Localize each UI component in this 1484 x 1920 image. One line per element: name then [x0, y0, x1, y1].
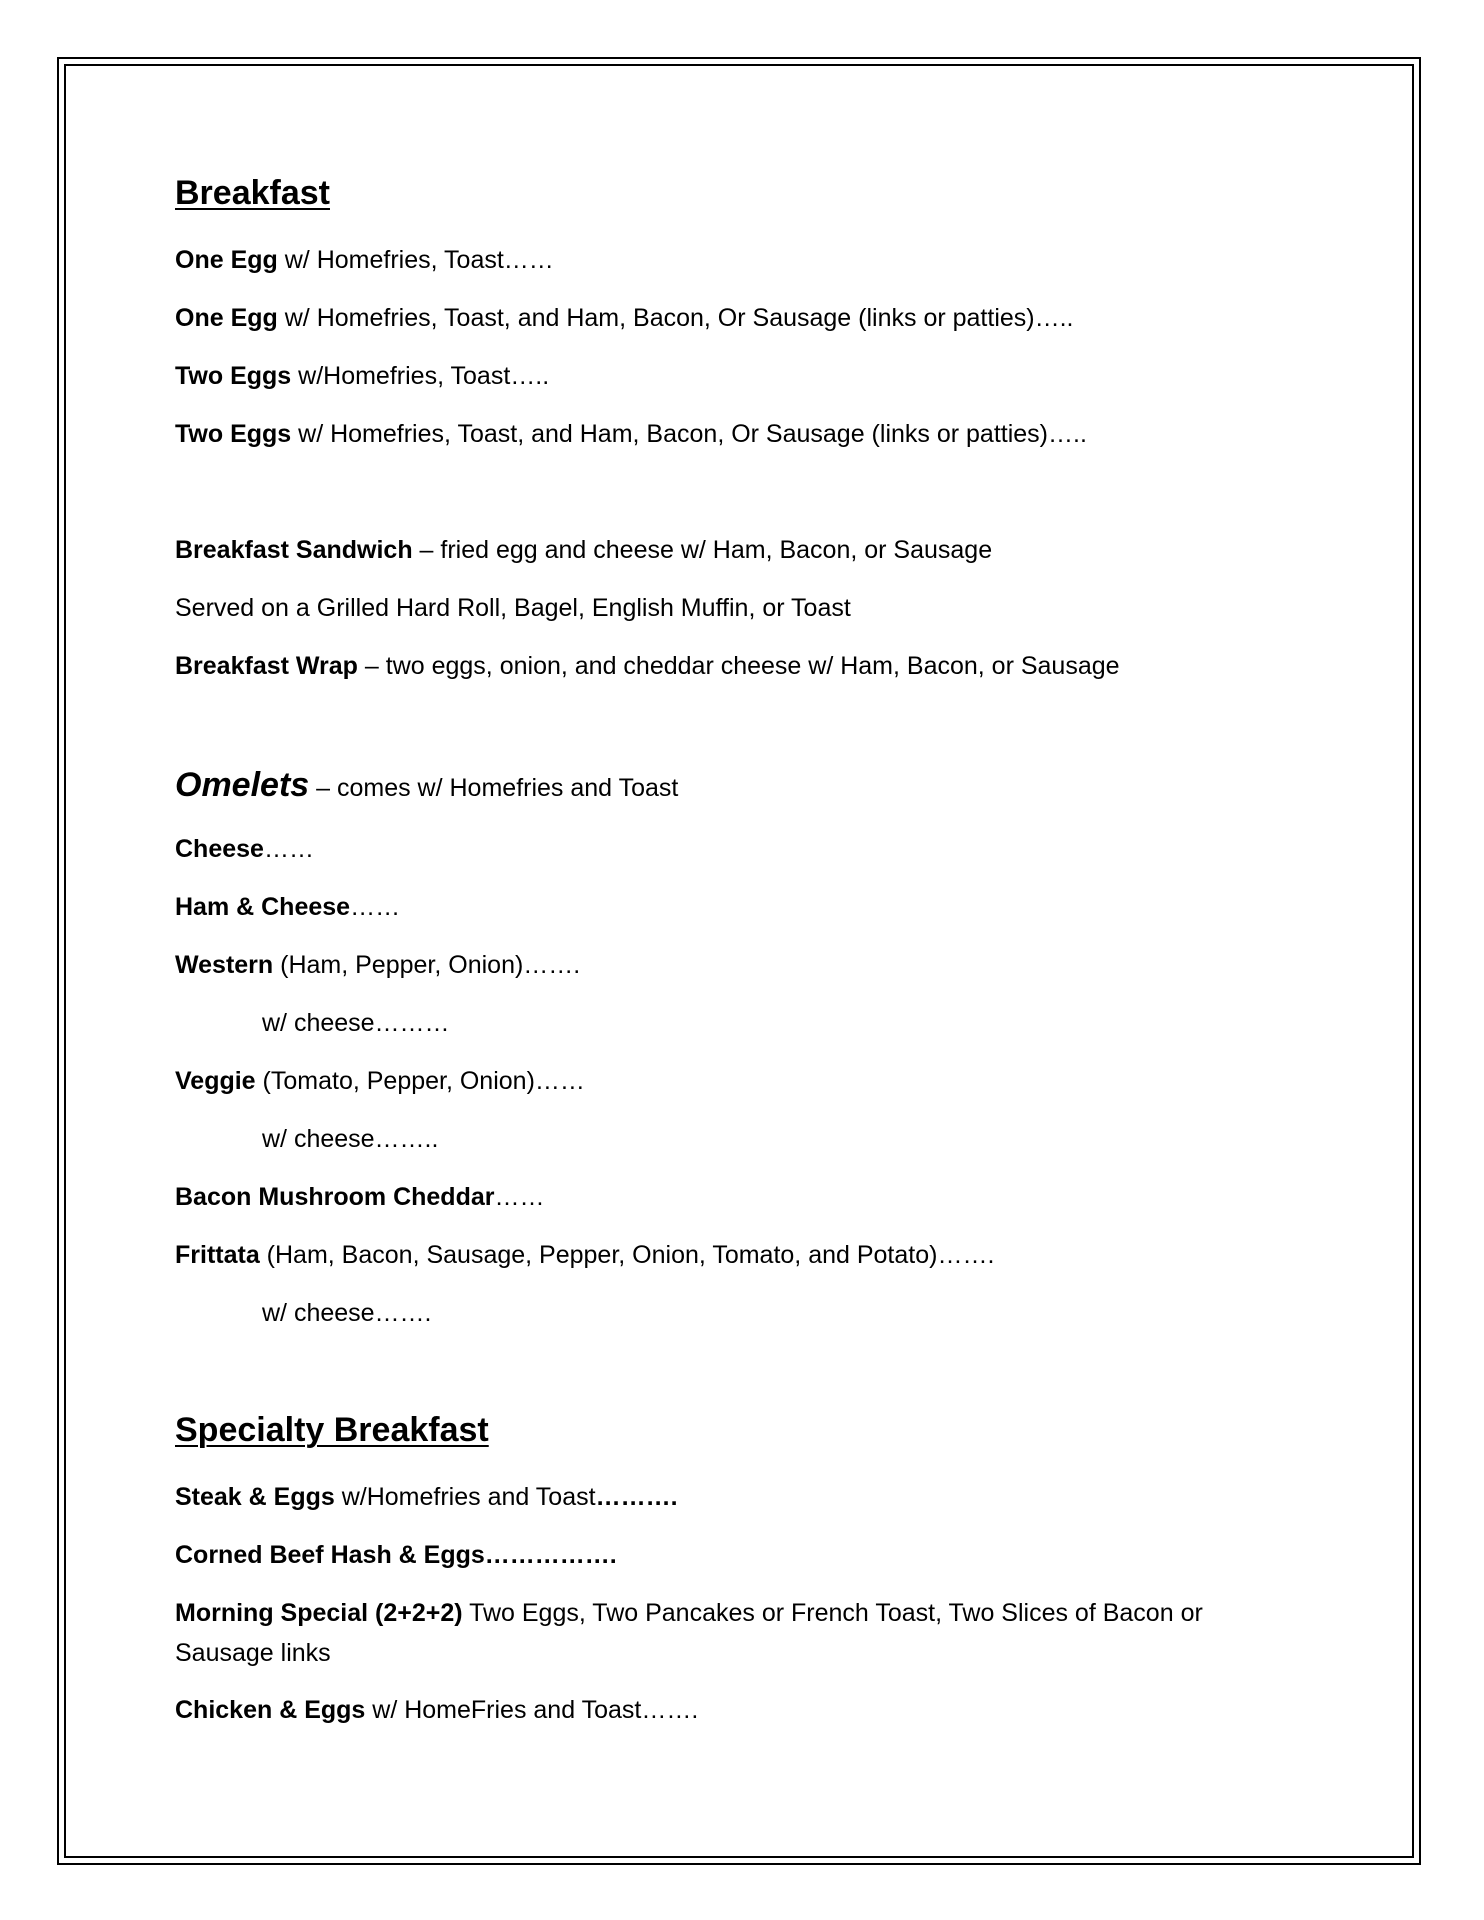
item-name: Corned Beef Hash & Eggs: [175, 1541, 485, 1569]
item-desc: w/ Homefries, Toast, and Ham, Bacon, Or Sausage (links or patties)…..: [277, 304, 1074, 332]
item-name: Two Eggs: [175, 362, 292, 390]
breakfast-heading: Breakfast: [175, 174, 330, 212]
menu-item: [175, 1537, 617, 1573]
menu-item: [175, 1593, 1265, 1673]
item-desc: w/Homefries, Toast…..: [291, 362, 550, 390]
item-desc: – two eggs, onion, and cheddar cheese w/ Ham, Bacon, or Sausage: [357, 652, 1120, 680]
item-desc: w/ Homefries, Toast……: [277, 246, 554, 274]
menu-item: [175, 358, 549, 394]
menu-item: [175, 300, 1074, 336]
menu-subitem: w/ cheese………: [262, 1009, 450, 1037]
omelets-heading-line: [175, 767, 678, 806]
item-desc: (Tomato, Pepper, Onion)……: [255, 1067, 585, 1095]
menu-subitem: w/ cheese……..: [262, 1125, 439, 1153]
item-name: Morning Special (2+2+2): [175, 1599, 463, 1627]
menu-subitem: w/ cheese…….: [262, 1299, 432, 1327]
breakfast-sandwich-note: Served on a Grilled Hard Roll, Bagel, English Muffin, or Toast: [175, 594, 851, 622]
menu-item: [175, 416, 1087, 452]
item-name: One Egg: [175, 246, 278, 274]
item-name: Western: [175, 951, 274, 979]
menu-item: [175, 947, 580, 983]
item-name: Veggie: [175, 1067, 256, 1095]
item-name: Two Eggs: [175, 420, 292, 448]
menu-item: [175, 889, 400, 925]
item-desc: Two Eggs, Two Pancakes or French Toast, Two Slices of Bacon or Sausage links: [175, 1599, 1203, 1667]
breakfast-wrap-item: [175, 648, 1120, 684]
item-name: Cheese: [175, 835, 264, 863]
item-name: Frittata: [175, 1241, 260, 1269]
item-dots: …………….: [484, 1541, 617, 1569]
item-desc: w/Homefries and Toast: [334, 1483, 596, 1511]
item-desc: ……: [350, 893, 401, 921]
item-desc: ……: [263, 835, 314, 863]
menu-item: [175, 1063, 585, 1099]
menu-item: [175, 1179, 544, 1215]
item-desc: ……: [494, 1183, 545, 1211]
omelets-heading: Omelets: [175, 766, 310, 804]
item-name: Steak & Eggs: [175, 1483, 335, 1511]
item-desc: (Ham, Pepper, Onion)…….: [273, 951, 581, 979]
item-desc: – fried egg and cheese w/ Ham, Bacon, or Sausage: [412, 536, 993, 564]
item-name: Chicken & Eggs: [175, 1696, 366, 1724]
item-name: One Egg: [175, 304, 278, 332]
specialty-heading: Specialty Breakfast: [175, 1411, 489, 1449]
menu-item: [175, 1479, 678, 1515]
menu-item: [175, 1692, 698, 1728]
menu-item: [175, 242, 554, 278]
menu-item: [175, 1237, 994, 1273]
omelets-subtitle: – comes w/ Homefries and Toast: [309, 774, 679, 802]
breakfast-sandwich-item: [175, 532, 992, 568]
item-name: Ham & Cheese: [175, 893, 351, 921]
menu-item: [175, 831, 314, 867]
item-desc: (Ham, Bacon, Sausage, Pepper, Onion, Tomato, and Potato)…….: [259, 1241, 995, 1269]
item-name: Bacon Mushroom Cheddar: [175, 1183, 495, 1211]
item-desc: w/ HomeFries and Toast…….: [365, 1696, 699, 1724]
item-dots: ……….: [595, 1483, 678, 1511]
item-name: Breakfast Sandwich: [175, 536, 413, 564]
item-desc: w/ Homefries, Toast, and Ham, Bacon, Or Sausage (links or patties)…..: [291, 420, 1087, 448]
item-name: Breakfast Wrap: [175, 652, 358, 680]
